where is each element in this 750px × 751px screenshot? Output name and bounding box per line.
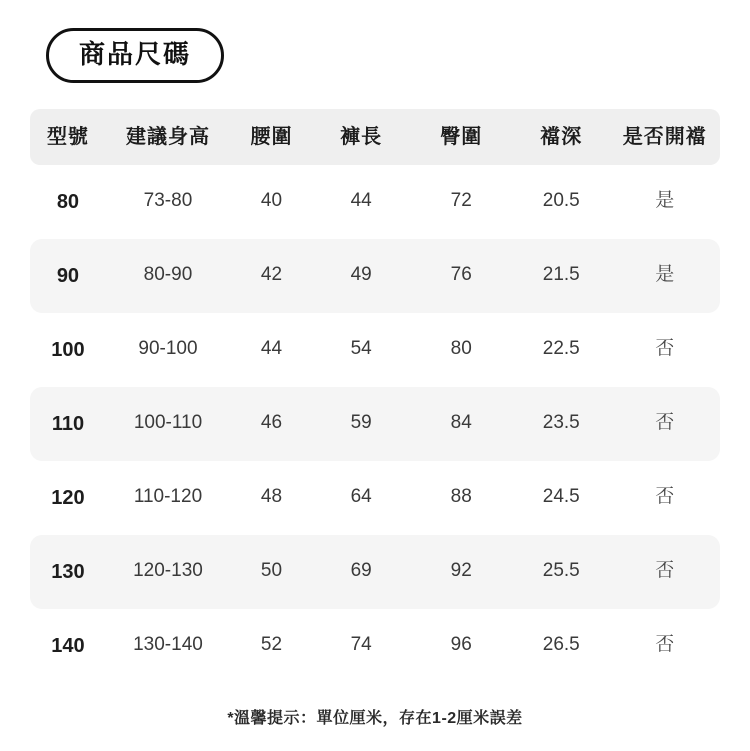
cell-hip: 92 [450, 560, 472, 582]
cell-size: 120 [51, 486, 85, 509]
table-row [30, 239, 720, 313]
table-row [30, 165, 720, 239]
cell-open-crotch: 否 [655, 560, 675, 582]
cell-waist: 40 [260, 190, 283, 212]
column-header-length: 褲長 [340, 125, 383, 148]
page-title: 商品尺碼 [46, 28, 224, 83]
cell-height: 73-80 [143, 190, 193, 212]
cell-size: 110 [51, 412, 85, 435]
cell-height: 130-140 [133, 634, 203, 656]
cell-height: 90-100 [138, 338, 198, 360]
cell-open-crotch: 是 [655, 190, 675, 212]
cell-size: 100 [51, 338, 85, 361]
cell-open-crotch: 否 [655, 338, 675, 360]
cell-length: 49 [350, 264, 372, 286]
column-header-size: 型號 [46, 125, 89, 148]
cell-crotch-depth: 22.5 [542, 338, 580, 360]
cell-hip: 72 [450, 190, 472, 212]
cell-waist: 44 [260, 338, 283, 360]
cell-open-crotch: 是 [655, 264, 675, 286]
table-row [30, 313, 720, 387]
cell-waist: 46 [260, 412, 283, 434]
cell-size: 130 [51, 560, 85, 583]
column-header-crotch-depth: 襠深 [540, 125, 583, 148]
cell-length: 69 [350, 560, 372, 582]
cell-crotch-depth: 21.5 [542, 264, 580, 286]
table-row [30, 461, 720, 535]
cell-crotch-depth: 24.5 [542, 486, 580, 508]
cell-height: 100-110 [133, 412, 203, 434]
cell-length: 74 [350, 634, 372, 656]
cell-open-crotch: 否 [655, 634, 675, 656]
table-row [30, 609, 720, 683]
cell-length: 54 [350, 338, 372, 360]
column-header-waist: 腰圍 [250, 125, 293, 148]
table-row [30, 387, 720, 461]
cell-crotch-depth: 26.5 [542, 634, 580, 656]
cell-length: 59 [350, 412, 372, 434]
cell-hip: 96 [450, 634, 472, 656]
size-table [30, 109, 720, 683]
table-header-row [30, 109, 720, 165]
column-header-open-crotch: 是否開襠 [622, 125, 707, 148]
cell-crotch-depth: 23.5 [542, 412, 580, 434]
cell-open-crotch: 否 [655, 486, 675, 508]
cell-hip: 88 [450, 486, 472, 508]
footnote-text: *溫馨提示：單位厘米，存在1-2厘米誤差 [227, 709, 523, 727]
cell-height: 80-90 [143, 264, 193, 286]
cell-length: 64 [350, 486, 372, 508]
cell-size: 80 [56, 190, 80, 213]
cell-open-crotch: 否 [655, 412, 675, 434]
cell-hip: 84 [450, 412, 472, 434]
column-header-height: 建議身高 [125, 125, 210, 148]
cell-crotch-depth: 20.5 [542, 190, 580, 212]
table-row [30, 535, 720, 609]
cell-crotch-depth: 25.5 [542, 560, 580, 582]
cell-length: 44 [350, 190, 372, 212]
cell-waist: 50 [260, 560, 283, 582]
cell-waist: 52 [260, 634, 283, 656]
column-header-hip: 臀圍 [440, 125, 483, 148]
cell-hip: 76 [450, 264, 472, 286]
cell-waist: 48 [260, 486, 283, 508]
cell-size: 140 [51, 634, 85, 657]
cell-height: 110-120 [133, 486, 203, 508]
cell-height: 120-130 [133, 560, 203, 582]
title-section [0, 0, 750, 83]
cell-size: 90 [56, 264, 80, 287]
cell-hip: 80 [450, 338, 472, 360]
cell-waist: 42 [260, 264, 283, 286]
